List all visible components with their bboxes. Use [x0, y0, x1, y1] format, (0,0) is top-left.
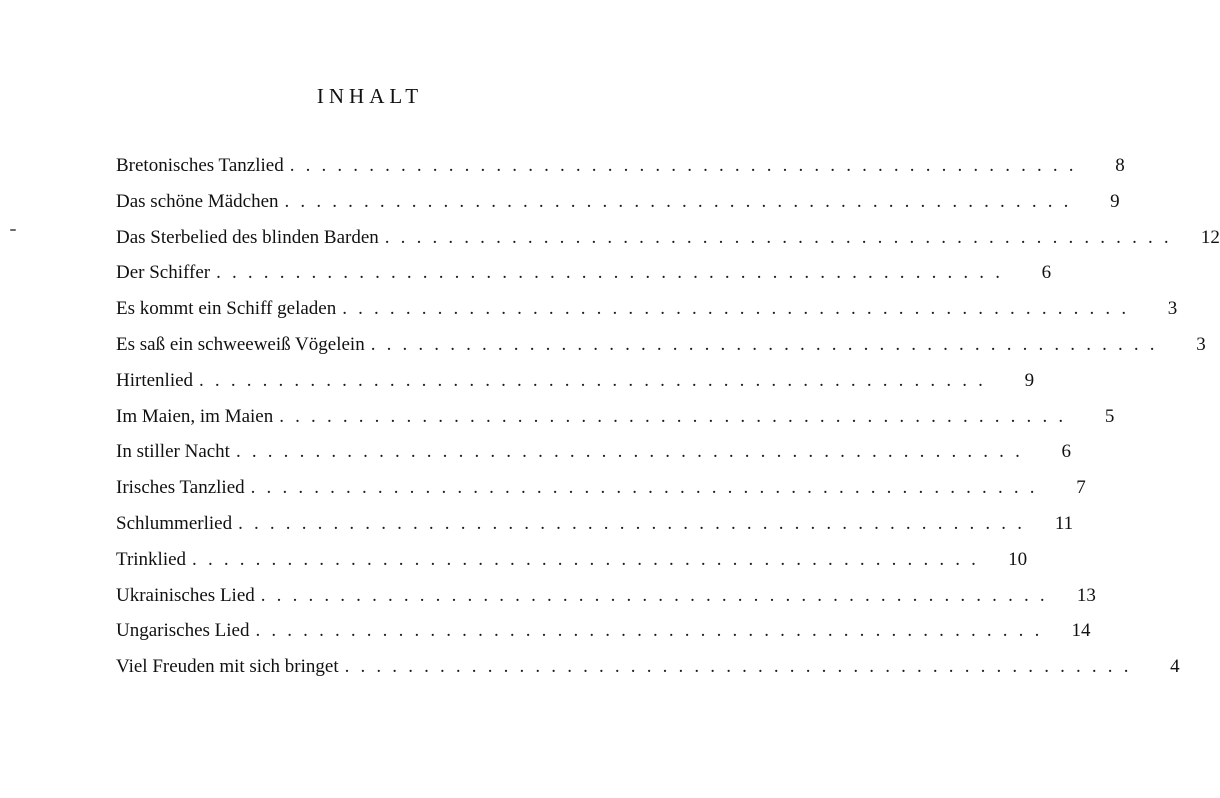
toc-entry-page: 9 — [1110, 190, 1120, 212]
dot-leader: . . . . . . . . . . . . . . . . . . . . . . . . . . . . . . . . . . . . . . . . . . . . . . . . . . — [284, 190, 1072, 212]
toc-entry-page: 3 — [1196, 333, 1206, 355]
scan-speck — [10, 229, 16, 231]
toc-entry-title: Hirtenlied — [116, 369, 194, 391]
table-of-contents — [116, 155, 1220, 692]
dot-leader: . . . . . . . . . . . . . . . . . . . . . . . . . . . . . . . . . . . . . . . . . . . . . . . . . . — [199, 369, 987, 391]
dot-leader: . . . . . . . . . . . . . . . . . . . . . . . . . . . . . . . . . . . . . . . . . . . . . . . . . . — [250, 477, 1038, 499]
toc-entry — [116, 656, 1180, 692]
toc-entry-title: Schlummerlied — [116, 512, 233, 534]
toc-entry — [116, 298, 1178, 334]
toc-entry-page: 6 — [1061, 441, 1072, 463]
dot-leader: . . . . . . . . . . . . . . . . . . . . . . . . . . . . . . . . . . . . . . . . . . . . . . . . . . — [344, 656, 1132, 678]
toc-entry-page: 11 — [1054, 512, 1074, 534]
dot-leader: . . . . . . . . . . . . . . . . . . . . . . . . . . . . . . . . . . . . . . . . . . . . . . . . . . — [192, 548, 980, 570]
toc-entry — [116, 405, 1115, 442]
toc-entry-page: 6 — [1041, 262, 1052, 284]
toc-entry-page: 13 — [1076, 584, 1096, 606]
toc-entry-page: 4 — [1170, 656, 1180, 678]
toc-entry-title: Bretonisches Tanzlied — [116, 155, 284, 176]
toc-entry — [116, 477, 1086, 513]
toc-entry — [116, 333, 1206, 370]
toc-entry-title: Der Schiffer — [116, 262, 211, 284]
toc-entry — [116, 512, 1074, 549]
toc-entry-title: Trinklied — [116, 548, 187, 570]
dot-leader: . . . . . . . . . . . . . . . . . . . . . . . . . . . . . . . . . . . . . . . . . . . . . . . . . . — [216, 262, 1004, 284]
toc-entry-page: 14 — [1071, 620, 1091, 642]
toc-entry — [116, 369, 1035, 406]
toc-entry — [116, 620, 1091, 656]
toc-entry — [116, 584, 1096, 621]
toc-entry — [116, 441, 1072, 477]
toc-entry — [116, 155, 1125, 191]
dot-leader: . . . . . . . . . . . . . . . . . . . . . . . . . . . . . . . . . . . . . . . . . . . . . . . . . . — [255, 620, 1043, 642]
toc-entry — [116, 262, 1052, 298]
toc-entry-page: 3 — [1167, 298, 1178, 320]
dot-leader: . . . . . . . . . . . . . . . . . . . . . . . . . . . . . . . . . . . . . . . . . . . . . . . . . . — [235, 441, 1024, 463]
dot-leader: . . . . . . . . . . . . . . . . . . . . . . . . . . . . . . . . . . . . . . . . . . . . . . . . . . — [342, 298, 1130, 320]
toc-entry-title: Es kommt ein Schiff geladen — [116, 298, 337, 320]
toc-entry-title: Das Sterbelied des blinden Barden — [116, 226, 379, 248]
toc-entry-page: 8 — [1115, 155, 1125, 176]
toc-entry — [116, 190, 1120, 227]
dot-leader: . . . . . . . . . . . . . . . . . . . . . . . . . . . . . . . . . . . . . . . . . . . . . . . . . . — [289, 155, 1077, 176]
toc-entry — [116, 226, 1220, 263]
dot-leader: . . . . . . . . . . . . . . . . . . . . . . . . . . . . . . . . . . . . . . . . . . . . . . . . . . — [384, 226, 1172, 248]
toc-entry-title: In stiller Nacht — [116, 441, 230, 463]
dot-leader: . . . . . . . . . . . . . . . . . . . . . . . . . . . . . . . . . . . . . . . . . . . . . . . . . . — [238, 512, 1026, 534]
dot-leader: . . . . . . . . . . . . . . . . . . . . . . . . . . . . . . . . . . . . . . . . . . . . . . . . . . — [279, 405, 1067, 427]
toc-entry-title: Das schöne Mädchen — [116, 190, 279, 212]
toc-entry-page: 10 — [1008, 548, 1028, 570]
toc-entry-page: 7 — [1076, 477, 1086, 499]
toc-entry-page: 5 — [1104, 405, 1115, 427]
toc-entry-title: Irisches Tanzlied — [116, 477, 245, 499]
toc-entry-title: Viel Freuden mit sich bringet — [116, 656, 339, 678]
toc-entry-title: Es saß ein schweeweiß Vögelein — [116, 333, 365, 355]
toc-entry-title: Im Maien, im Maien — [116, 405, 274, 427]
toc-entry-page: 9 — [1024, 369, 1035, 391]
dot-leader: . . . . . . . . . . . . . . . . . . . . . . . . . . . . . . . . . . . . . . . . . . . . . . . . . . — [260, 584, 1048, 606]
toc-entry-title: Ungarisches Lied — [116, 620, 250, 642]
toc-entry — [116, 548, 1028, 585]
toc-entry-page: 12 — [1200, 226, 1220, 248]
dot-leader: . . . . . . . . . . . . . . . . . . . . . . . . . . . . . . . . . . . . . . . . . . . . . . . . . . — [370, 333, 1158, 355]
page-title: INHALT — [316, 84, 424, 108]
toc-entry-title: Ukrainisches Lied — [116, 584, 255, 606]
